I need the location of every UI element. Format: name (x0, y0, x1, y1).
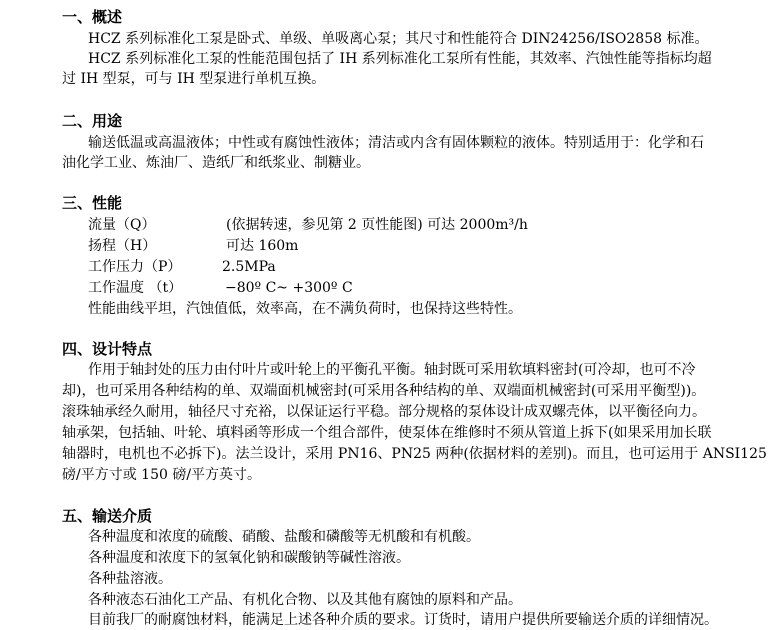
section-heading-usage: 二、用途 (62, 112, 123, 130)
spec-label: 扬程（H） (88, 238, 157, 254)
paragraph-line: 各种温度和浓度的硫酸、硝酸、盐酸和磷酸等无机酸和有机酸。 (88, 529, 480, 545)
spec-value: 2.5MPa (222, 259, 276, 275)
section-heading-performance: 三、性能 (62, 194, 123, 212)
spec-label: 流量（Q） (88, 217, 156, 233)
spec-label: 工作温度 （t） (88, 280, 183, 296)
paragraph-line: 滚珠轴承经久耐用，轴径尺寸充裕，以保证运行平稳。部分规格的泵体设计成双螺壳体，以平衡径向力。 (62, 404, 706, 420)
paragraph-line: 过 IH 型泵，可与 IH 型泵进行单机互换。 (62, 71, 326, 87)
paragraph-line: 各种温度和浓度下的氢氧化钠和碳酸钠等碱性溶液。 (88, 550, 410, 566)
spec-value: 可达 160m (226, 238, 299, 254)
spec-value: (依据转速，参见第 2 页性能图) 可达 2000m³/h (226, 217, 528, 233)
section-heading-design: 四、设计特点 (62, 340, 153, 358)
performance-note: 性能曲线平坦，汽蚀值低，效率高，在不满负荷时，也保持这些特性。 (88, 301, 522, 317)
paragraph-line: 各种盐溶液。 (88, 571, 172, 587)
spec-value: −80º C~ +300º C (225, 280, 353, 296)
paragraph-line: HCZ 系列标准化工泵的性能范围包括了 IH 系列标准化工泵所有性能，其效率、汽蚀性能等指标均超 (88, 51, 712, 67)
paragraph-line: 目前我厂的耐腐蚀材料，能满足上述各种介质的要求。订货时，请用户提供所要输送介质的详细情况。 (88, 612, 718, 628)
paragraph-line: 轴承架，包括轴、叶轮、填料函等形成一个组合部件，使泵体在维修时不须从管道上拆下(如果采用加长联 (62, 425, 712, 441)
section-heading-media: 五、输送介质 (62, 507, 153, 525)
paragraph-line: 却)，也可采用各种结构的单、双端面机械密封(可采用各种结构的单、双端面机械密封(可采用平衡型))。 (62, 383, 706, 399)
paragraph-line: HCZ 系列标准化工泵是卧式、单级、单吸离心泵；其尺寸和性能符合 DIN24256/ISO2858 标准。 (88, 31, 709, 47)
paragraph-line: 磅/平方寸或 150 磅/平方英寸。 (62, 467, 262, 483)
paragraph-line: 输送低温或高温液体；中性或有腐蚀性液体；清洁或内含有固体颗粒的液体。特别适用于：化学和石 (88, 135, 704, 151)
spec-label: 工作压力（P） (88, 259, 182, 275)
paragraph-line: 各种液态石油化工产品、有机化合物、以及其他有腐蚀的原料和产品。 (88, 592, 522, 608)
paragraph-line: 作用于轴封处的压力由付叶片或叶轮上的平衡孔平衡。轴封既可采用软填料密封(可冷却，也可不冷 (88, 362, 696, 378)
section-heading-overview: 一、概述 (62, 8, 123, 26)
paragraph-line: 轴器时，电机也不必拆下)。法兰设计，采用 PN16、PN25 两种(依据材料的差别)。而且，也可运用于 ANSI125 (62, 446, 767, 462)
paragraph-line: 油化学工业、炼油厂、造纸厂和纸浆业、制糖业。 (62, 155, 370, 171)
